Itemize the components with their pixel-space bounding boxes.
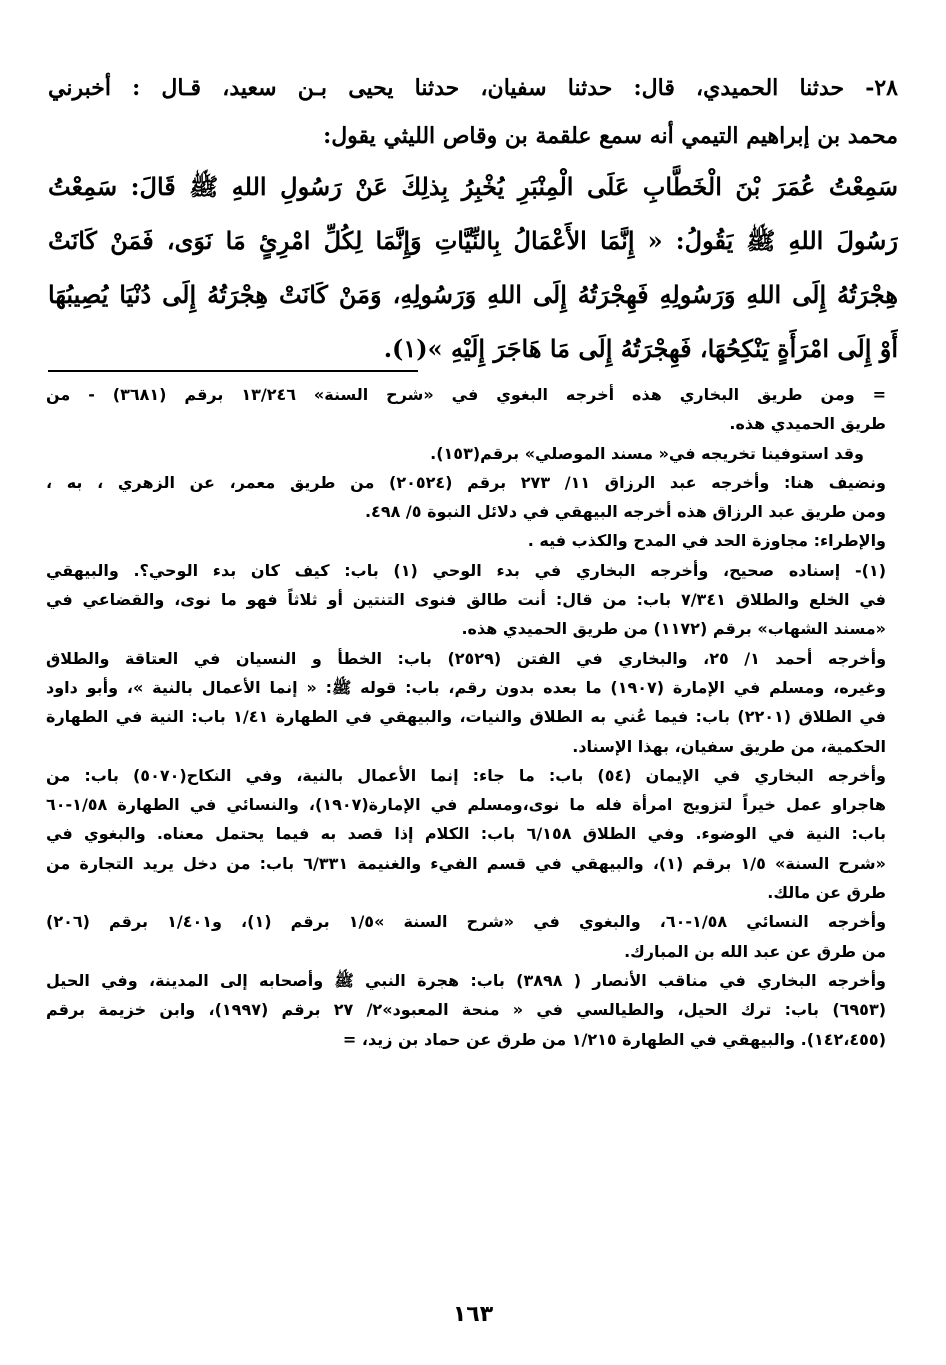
page-number: ١٦٣ xyxy=(452,1302,494,1327)
footnote-line: ونضيف هنا: وأخرجه عبد الرزاق ١١/ ٢٧٣ برقم (٢٠٥٢٤) من طريق معمر، عن الزهري ، به ، xyxy=(46,472,886,492)
footnote-line: هاجراو عمل خيراً لتزويج امرأة فله ما نوى،ومسلم في الإمارة(١٩٠٧)، والنسائي في الطهارة ١/٥٨-٦٠ xyxy=(46,795,886,815)
footnotes xyxy=(46,380,886,1054)
isnad-line: ٢٨- حدثنا الحميدي، قال: حدثنا سفيان، حدثنا يحيى بـن سعيد، قـال : أخبرني xyxy=(48,75,898,101)
footnote-line: من طرق عن عبد الله بن المبارك. xyxy=(624,941,886,961)
hadith-line: هِجْرَتُهُ إِلَى اللهِ وَرَسُولِهِ فَهِجْرَتُهُ إِلَى اللهِ وَرَسُولِهِ، وَمَنْ كَانَتْ هِجْرَتُهُ إِلَى دُنْيَا يُصِيبُهَا xyxy=(48,280,898,309)
footnote-line: في الطلاق (٢٢٠١) باب: فيما عُني به الطلاق والنيات، والبيهقي في الطهارة ١/٤١ باب: النية في الطهارة xyxy=(46,707,886,727)
footnote-line: طريق الحميدي هذه. xyxy=(729,414,886,434)
footnote-line: وأخرجه البخاري في الإيمان (٥٤) باب: ما جاء: إنما الأعمال بالنية، وفي النكاح(٥٠٧٠) باب: من xyxy=(46,765,886,785)
footnote-line: وأخرجه البخاري في مناقب الأنصار ( ٣٨٩٨) باب: هجرة النبي ﷺ وأصحابه إلى المدينة، وفي الحيل xyxy=(46,970,886,990)
footnote-line: (١٤٢،٤٥٥). والبيهقي في الطهارة ١/٢١٥ من طرق عن حماد بن زيد، = xyxy=(342,1029,886,1049)
footnote-line: = ومن طريق البخاري هذه أخرجه البغوي في «شرح السنة» ١٣/٢٤٦ برقم (٣٦٨١) - من xyxy=(46,385,886,404)
footnote-line: في الخلع والطلاق ٧/٣٤١ باب: من قال: أنت طالق فنوى التنتين أو ثلاثاً فهو ما نوى، والقضاعي في xyxy=(46,590,886,610)
isnad-line: محمد بن إبراهيم التيمي أنه سمع علقمة بن وقاص الليثي يقول: xyxy=(323,123,898,149)
footnote-line: وأخرجه أحمد ١/ ٢٥، والبخاري في الفتن (٢٥٢٩) باب: الخطأ و النسيان في العتاقة والطلاق xyxy=(46,648,886,668)
footnote-line: باب: النية في الوضوء. وفي الطلاق ٦/١٥٨ باب: الكلام إذا قصد به فيما يحتمل معناه. والبغوي في xyxy=(46,824,886,844)
hadith-line: رَسُولَ اللهِ ﷺ يَقُولُ: « إِنَّمَا الأَعْمَالُ بِالنِّيَّاتِ وَإِنَّمَا لِكُلِّ امْرِئٍ مَا نَوَى، فَمَنْ كَانَتْ xyxy=(48,226,898,255)
footnote-line: ومن طريق عبد الرزاق هذه أخرجه البيهقي في دلائل النبوة ٥/ ٤٩٨. xyxy=(364,502,886,522)
footnote-line: الحكمية، من طريق سفيان، بهذا الإسناد. xyxy=(572,736,886,756)
footnote-line: «شرح السنة» ١/٥ برقم (١)، والبيهقي في قسم الفيء والغنيمة ٦/٣٣١ باب: من دخل يريد التجارة من xyxy=(46,853,886,873)
footnote-divider xyxy=(48,370,418,372)
footnote-line: وغيره، ومسلم في الإمارة (١٩٠٧) ما بعده بدون رقم، باب: قوله ﷺ: « إنما الأعمال بالنية »، وأبو داود xyxy=(46,677,886,697)
footnote-line: (١)- إسناده صحيح، وأخرجه البخاري في بدء الوحي (١) باب: كيف كان بدء الوحي؟. والبيهقي xyxy=(46,560,886,580)
footnote-line: وأخرجه النسائي ١/٥٨-٦٠، والبغوي في «شرح السنة »١/٥ برقم (١)، و١/٤٠١ برقم (٢٠٦) xyxy=(46,912,886,932)
footnote-line: (٦٩٥٣) باب: ترك الحيل، والطيالسي في « منحة المعبود»٢/ ٢٧ برقم (١٩٩٧)، وابن خزيمة برقم xyxy=(46,1000,886,1020)
footnote-line: والإطراء: مجاوزة الحد في المدح والكذب فيه . xyxy=(527,531,886,551)
footnote-line: وقد استوفينا تخريجه في« مسند الموصلي» برقم(١٥٣). xyxy=(430,443,864,463)
footnote-line: طرق عن مالك. xyxy=(767,883,886,903)
hadith-main-text xyxy=(48,64,898,376)
hadith-line: سَمِعْتُ عُمَرَ بْنَ الْخَطَّابِ عَلَى الْمِنْبَرِ يُخْبِرُ بِذلِكَ عَنْ رَسُولِ اللهِ ﷺ قَالَ: سَمِعْتُ xyxy=(48,172,898,201)
hadith-line: أَوْ إِلَى امْرَأَةٍ يَنْكِحُهَا، فَهِجْرَتُهُ إِلَى مَا هَاجَرَ إِلَيْهِ »(١). xyxy=(383,334,898,363)
footnote-line: «مسند الشهاب» برقم (١١٧٢) من طريق الحميدي هذه. xyxy=(461,619,886,639)
